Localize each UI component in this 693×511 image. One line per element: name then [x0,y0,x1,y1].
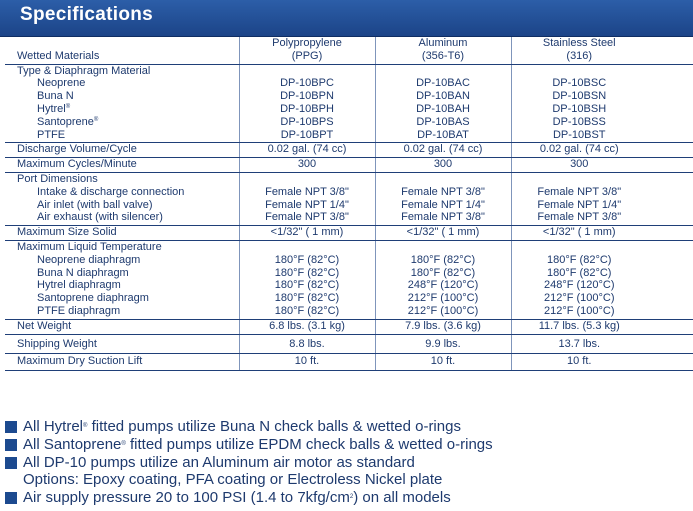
row-label-dry-suction-lift: Maximum Dry Suction Lift [5,354,239,371]
cell-dry-suction-ss: 10 ft. [511,354,693,371]
row-label-max-cycles: Maximum Cycles/Minute [5,158,239,173]
cell-shipping-ss: 13.7 lbs. [511,334,693,354]
cell-max-solid-al: <1/32" ( 1 mm) [375,226,511,241]
cell-dry-suction-pp: 10 ft. [239,354,375,371]
table-row-max-size-solid [5,226,693,241]
row-label-type-diaphragm: Type & Diaphragm Material Neoprene Buna N Hytrel® Santoprene® PTFE [5,64,239,143]
cell-shipping-pp: 8.8 lbs. [239,334,375,354]
column-header-polypropylene: Polypropylene (PPG) [239,37,375,64]
cell-discharge-pp: 0.02 gal. (74 cc) [239,143,375,158]
row-label-max-liquid-temp: Maximum Liquid Temperature Neoprene diaphragm Buna N diaphragm Hytrel diaphragm Santoprene diaphragm PTFE diaphragm [5,240,239,319]
cell-type-ss: DP-10BSC DP-10BSN DP-10BSH DP-10BSS DP-10BST [511,64,693,143]
square-bullet-icon [5,439,17,451]
row-label-max-size-solid: Maximum Size Solid [5,226,239,241]
row-label-port-dimensions: Port Dimensions Intake & discharge connection Air inlet (with ball valve) Air exhaust (with silencer) [5,172,239,225]
cell-net-weight-pp: 6.8 lbs. (3.1 kg) [239,319,375,334]
note-air-supply: Air supply pressure 20 to 100 PSI (1.4 to $7kfg/cm^2$) on all models [4,489,690,507]
cell-max-solid-pp: <1/32" ( 1 mm) [239,226,375,241]
cell-type-pp: DP-10BPC DP-10BPN DP-10BPH DP-10BPS DP-10BPT [239,64,375,143]
square-bullet-icon [5,421,17,433]
cell-discharge-al: 0.02 gal. (74 cc) [375,143,511,158]
table-row-port-dimensions [5,172,693,225]
cell-shipping-al: 9.9 lbs. [375,334,511,354]
table-row-discharge-volume [5,143,693,158]
table-row-net-weight [5,319,693,334]
table-row-max-cycles [5,158,693,173]
cell-ports-pp: Female NPT 3/8" Female NPT 1/4" Female NPT 3/8" [239,172,375,225]
column-header-stainless-steel: Stainless Steel (316) [511,37,693,64]
page-title: Specifications [20,4,154,25]
cell-max-solid-ss: <1/32" ( 1 mm) [511,226,693,241]
wetted-materials-label: Wetted Materials [5,37,239,64]
cell-ports-ss: Female NPT 3/8" Female NPT 1/4" Female NPT 3/8" [511,172,693,225]
cell-max-cycles-pp: 300 [239,158,375,173]
cell-temp-al: 180°F (82°C) 180°F (82°C) 248°F (120°C) 212°F (100°C) 212°F (100°C) [375,240,511,319]
table-header-row [5,37,693,64]
cell-type-al: DP-10BAC DP-10BAN DP-10BAH DP-10BAS DP-10BAT [375,64,511,143]
cell-net-weight-ss: 11.7 lbs. (5.3 kg) [511,319,693,334]
cell-max-cycles-al: 300 [375,158,511,173]
cell-temp-pp: 180°F (82°C) 180°F (82°C) 180°F (82°C) 180°F (82°C) 180°F (82°C) [239,240,375,319]
note-air-motor-options: Options: Epoxy coating, PFA coating or Electroless Nickel plate [23,471,443,489]
table-row-type-diaphragm [5,64,693,143]
note-santoprene: All Santoprene® fitted pumps utilize EPDM check balls & wetted o-rings [4,436,690,454]
note-hytrel: All Hytrel® fitted pumps utilize Buna N check balls & wetted o-rings [4,418,690,436]
row-label-shipping-weight: Shipping Weight [5,334,239,354]
cell-ports-al: Female NPT 3/8" Female NPT 1/4" Female NPT 3/8" [375,172,511,225]
cell-net-weight-al: 7.9 lbs. (3.6 kg) [375,319,511,334]
cell-discharge-ss: 0.02 gal. (74 cc) [511,143,693,158]
note-air-motor: All DP-10 pumps utilize an Aluminum air motor as standard [4,454,690,472]
square-bullet-icon [5,457,17,469]
cell-max-cycles-ss: 300 [511,158,693,173]
table-row-dry-suction-lift [5,354,693,371]
row-label-net-weight: Net Weight [5,319,239,334]
column-header-aluminum: Aluminum (356-T6) [375,37,511,64]
notes-list [4,418,690,507]
square-bullet-icon [5,492,17,504]
row-label-discharge-volume: Discharge Volume/Cycle [5,143,239,158]
cell-temp-ss: 180°F (82°C) 180°F (82°C) 248°F (120°C) 212°F (100°C) 212°F (100°C) [511,240,693,319]
specifications-table [5,37,693,371]
cell-dry-suction-al: 10 ft. [375,354,511,371]
table-row-max-liquid-temp [5,240,693,319]
table-row-shipping-weight [5,334,693,354]
specifications-header-bar [0,0,693,37]
